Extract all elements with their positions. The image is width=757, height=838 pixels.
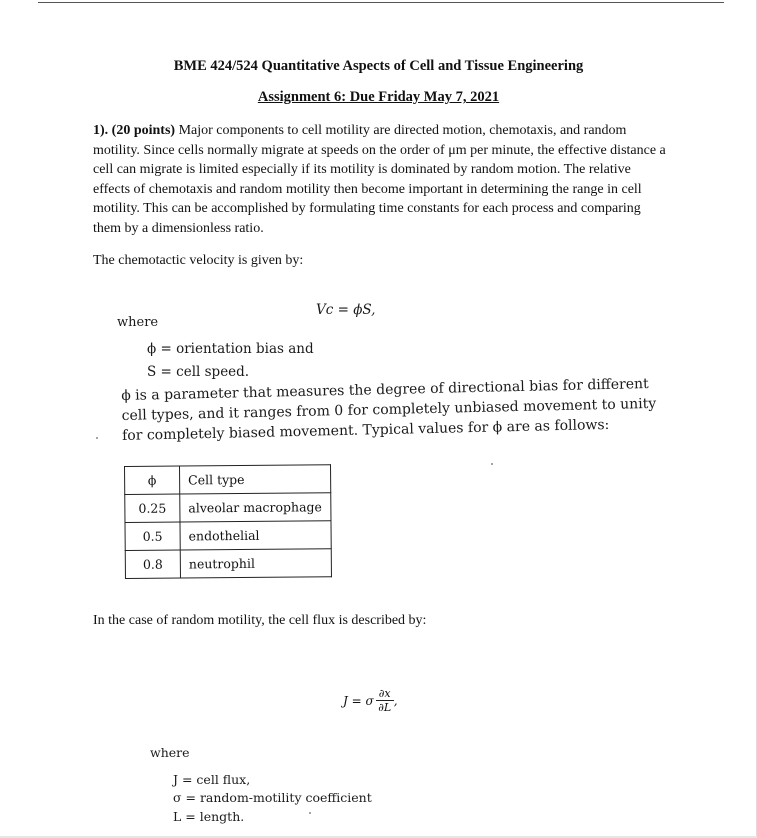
flux-numerator: ∂x	[378, 687, 391, 700]
scan-speck	[491, 463, 493, 465]
table-header-phi: ϕ	[125, 466, 180, 494]
top-rule	[38, 2, 724, 3]
course-title: BME 424/524 Quantitative Aspects of Cell and Tissue Engineering	[173, 58, 584, 74]
flux-equation-tail: ,	[393, 693, 398, 708]
question-1-paragraph	[93, 121, 668, 239]
table-cell-phi: 0.5	[125, 522, 180, 550]
phi-explanation: ϕ is a parameter that measures the degree of directional bias for different cell types, and it ranges from 0 for completely unbiased movement to unity for completely biased movement. Typical values for ϕ are as follows:	[121, 376, 657, 444]
table-row	[125, 549, 331, 579]
chemotactic-velocity-equation: Vc = ϕS,	[316, 302, 376, 318]
flux-denominator: ∂L	[378, 701, 392, 714]
flux-equation-lhs: J = σ	[343, 693, 374, 708]
scan-speck	[309, 812, 311, 814]
flux-fraction	[376, 688, 394, 713]
table-row	[125, 521, 331, 551]
where-label: where	[117, 315, 159, 330]
table-cell-type: alveolar macrophage	[180, 493, 331, 522]
scan-speck	[96, 437, 98, 439]
speed-definition: S = cell speed.	[147, 364, 250, 380]
table-header-row	[125, 465, 331, 495]
cell-flux-equation	[343, 688, 398, 713]
question-1-text: Major components to cell motility are directed motion, chemotaxis, and random motility. Since cells normally migrate at speeds on the order of μm per minute, the effective distance a cell can migrate is limited especially if its motility is dominated by random motion. The relative effects of chemotaxis and random motility then become important in determining the range in cell motility. This can be accomplished by formulating time constants for each process and comparing them by a dimensionless ratio.	[93, 123, 666, 236]
flux-intro: In the case of random motility, the cell flux is described by:	[93, 613, 427, 628]
question-1-label: 1). (20 points)	[93, 123, 176, 138]
velocity-intro: The chemotactic velocity is given by:	[93, 253, 304, 268]
table-row	[125, 493, 331, 523]
phi-table	[124, 464, 332, 579]
length-definition: L = length.	[173, 809, 245, 824]
table-cell-type: endothelial	[180, 521, 331, 550]
flux-definition: J = cell flux,	[173, 772, 251, 787]
assignment-title	[0, 89, 757, 106]
phi-definition: ϕ = orientation bias and	[147, 341, 314, 357]
phi-values-table	[124, 464, 332, 579]
table-cell-phi: 0.8	[125, 550, 180, 578]
table-cell-phi: 0.25	[125, 494, 180, 522]
table-cell-type: neutrophil	[180, 549, 331, 578]
where-label-2: where	[150, 745, 190, 760]
assignment-title-text: Assignment 6: Due Friday May 7, 2021	[257, 89, 500, 105]
sigma-definition: σ = random-motility coefficient	[173, 790, 372, 805]
table-header-cell-type: Cell type	[180, 465, 331, 494]
